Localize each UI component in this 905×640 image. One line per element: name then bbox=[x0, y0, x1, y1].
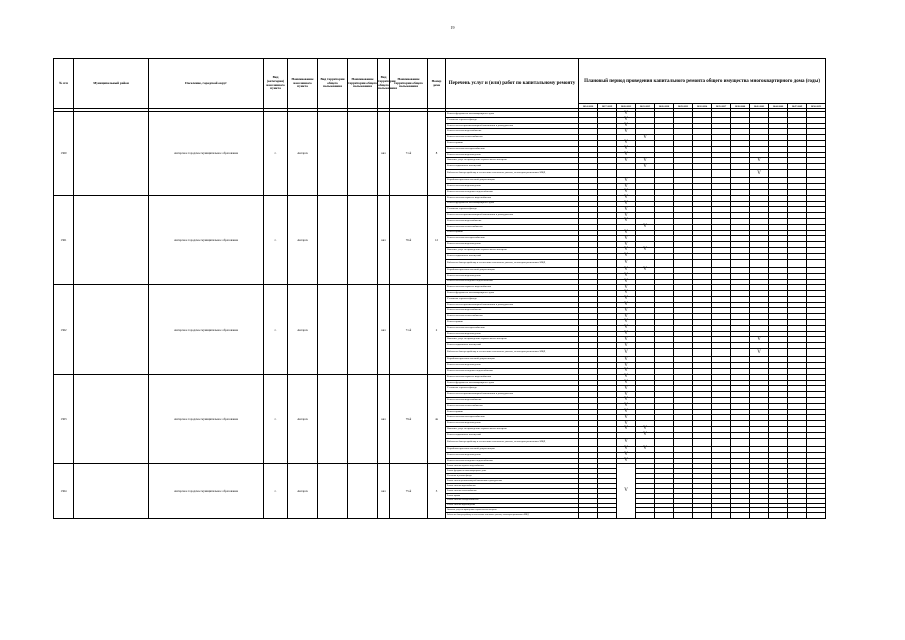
plan-mark-cell bbox=[807, 438, 826, 446]
work-name: Ремонт фундамента многоквартирного дома bbox=[446, 112, 579, 118]
plan-mark-cell bbox=[750, 169, 769, 177]
house-object_name: 71-й bbox=[390, 112, 428, 196]
work-name: Ремонт системы электроснабжения bbox=[446, 498, 579, 503]
work-name: Ремонт системы теплоснабжения bbox=[446, 314, 579, 320]
plan-mark-cell bbox=[807, 169, 826, 177]
col-locality-type: Вид (категория) населенного пункта bbox=[264, 59, 288, 109]
year-header-0: 2014-2016 bbox=[579, 104, 598, 109]
work-name: Ремонт крыши bbox=[446, 320, 579, 326]
plan-mark-cell bbox=[788, 349, 807, 357]
year-header-1: 2017-2019 bbox=[598, 104, 617, 109]
work-name: Ремонт системы горячего водоснабжения bbox=[446, 374, 579, 380]
plan-mark: V bbox=[624, 111, 628, 117]
plan-mark-cell bbox=[693, 169, 712, 177]
plan-mark: V bbox=[624, 151, 628, 157]
year-header-11: 2047-2049 bbox=[788, 104, 807, 109]
plan-mark-cell bbox=[617, 169, 636, 177]
plan-mark-cell bbox=[636, 259, 655, 267]
house-street-name bbox=[348, 285, 378, 375]
house-district bbox=[74, 195, 149, 285]
house-street_type bbox=[318, 374, 348, 464]
plan-mark-cell bbox=[579, 349, 598, 357]
plan-mark: V bbox=[624, 403, 628, 409]
work-name: Ремонт системы холодного водоснабжения bbox=[446, 279, 579, 285]
plan-mark: V bbox=[624, 307, 628, 313]
house-locality_name: Ангарск bbox=[288, 374, 318, 464]
plan-mark-cell bbox=[674, 259, 693, 267]
year-header-2: 2020-2022 bbox=[617, 104, 636, 109]
plan-mark: V bbox=[643, 163, 647, 169]
plan-mark-cell bbox=[674, 349, 693, 357]
work-name: Ремонт системы водоотведения bbox=[446, 152, 579, 158]
house-object_name: 75-й bbox=[390, 464, 428, 518]
house-no: 1362 bbox=[54, 285, 74, 375]
schedule-table bbox=[53, 58, 826, 519]
house-district bbox=[74, 464, 149, 518]
plan-mark: V bbox=[624, 229, 628, 235]
work-name: Ремонт системы водоснабжения bbox=[446, 129, 579, 135]
plan-mark: V bbox=[643, 432, 647, 438]
work-name: Работы по благоустройству и озеленению земельного участка, на котором расположен МКД bbox=[446, 349, 579, 357]
work-name: Ремонт систем противопожарной автоматики и дымоудаления bbox=[446, 479, 579, 484]
plan-mark: V bbox=[624, 200, 628, 206]
work-name: Ремонт фундамента многоквартирного дома bbox=[446, 201, 579, 207]
plan-mark: V bbox=[624, 325, 628, 331]
house-object_type: квл bbox=[378, 195, 390, 285]
plan-mark-cell bbox=[598, 259, 617, 267]
col-street-name: Наименование территории общего пользования bbox=[348, 59, 378, 109]
col-no: № п/п bbox=[54, 59, 74, 109]
plan-mark: V bbox=[624, 260, 628, 266]
plan-mark: V bbox=[757, 336, 761, 342]
plan-mark: V bbox=[624, 128, 628, 134]
work-name: Ремонт систем противопожарной автоматики и дымоудаления bbox=[446, 213, 579, 219]
plan-mark-cell bbox=[579, 169, 598, 177]
year-header-3: 2023-2025 bbox=[636, 104, 655, 109]
house-object_name: 76-й bbox=[390, 195, 428, 285]
year-header-7: 2035-2037 bbox=[712, 104, 731, 109]
plan-mark-cell bbox=[731, 169, 750, 177]
plan-mark-cell bbox=[769, 349, 788, 357]
house-street-name bbox=[348, 374, 378, 464]
col-works: Перечень услуг и (или) работ по капитальному ремонту bbox=[446, 59, 579, 109]
work-name: Работы по благоустройству и озеленению земельного участка, на котором расположен МКД bbox=[446, 259, 579, 267]
plan-mark: V bbox=[624, 296, 628, 302]
plan-mark-cell bbox=[655, 438, 674, 446]
plan-mark-cell bbox=[788, 259, 807, 267]
plan-mark-cell bbox=[674, 513, 693, 519]
house-house_no: 4а bbox=[428, 374, 446, 464]
plan-mark: V bbox=[624, 488, 628, 494]
plan-mark: V bbox=[624, 212, 628, 218]
work-name: Ремонт системы водоотведения bbox=[446, 452, 579, 458]
plan-mark-cell bbox=[769, 169, 788, 177]
plan-mark: V bbox=[624, 302, 628, 308]
work-name: Ремонт системы водоотведения bbox=[446, 503, 579, 508]
work-name: Ремонт крыши bbox=[446, 409, 579, 415]
house-locality_type: г. bbox=[264, 195, 288, 285]
plan-mark-cell bbox=[598, 513, 617, 519]
work-name: Ремонт системы электроснабжения bbox=[446, 415, 579, 421]
work-name: Разработка проектно-сметной документации bbox=[446, 267, 579, 273]
house-settlement: Ангарское городское муниципальное образование bbox=[149, 285, 264, 375]
house-object_type: квл bbox=[378, 112, 390, 196]
col-settlement: Поселение, городской округ bbox=[149, 59, 264, 109]
work-name: Ремонт системы водоотведения bbox=[446, 242, 579, 248]
plan-mark-cell bbox=[655, 513, 674, 519]
year-header-9: 2041-2043 bbox=[750, 104, 769, 109]
plan-mark: V bbox=[624, 195, 628, 201]
plan-mark-cell bbox=[712, 349, 731, 357]
col-house-no: Номер дома bbox=[428, 59, 446, 109]
plan-mark: V bbox=[624, 446, 628, 452]
work-name: Ремонт системы электроснабжения bbox=[446, 325, 579, 331]
plan-mark: V bbox=[624, 397, 628, 403]
plan-mark-cell bbox=[674, 438, 693, 446]
plan-mark-cell bbox=[655, 349, 674, 357]
house-district bbox=[74, 374, 149, 464]
work-name: Разработка проектно-сметной документации bbox=[446, 357, 579, 363]
house-no: 1364 bbox=[54, 464, 74, 518]
plan-mark-cell bbox=[693, 349, 712, 357]
plan-mark-cell bbox=[750, 349, 769, 357]
plan-mark: V bbox=[624, 247, 628, 253]
work-name: Ремонт системы горячего водоснабжения bbox=[446, 464, 579, 469]
house-locality_type: г. bbox=[264, 464, 288, 518]
house-house_no: 8 bbox=[428, 112, 446, 196]
plan-mark: V bbox=[624, 146, 628, 152]
plan-mark: V bbox=[624, 235, 628, 241]
house-no: 1361 bbox=[54, 195, 74, 285]
house-settlement: Ангарское городское муниципальное образование bbox=[149, 374, 264, 464]
plan-mark: V bbox=[624, 331, 628, 337]
house-street_type bbox=[318, 285, 348, 375]
work-name: Ремонт систем противопожарной автоматики и дымоудаления bbox=[446, 123, 579, 129]
page-number: 19 bbox=[450, 25, 455, 30]
plan-mark-cell bbox=[617, 438, 636, 446]
plan-mark-cell bbox=[579, 259, 598, 267]
plan-mark-cell bbox=[731, 259, 750, 267]
house-no: 1363 bbox=[54, 374, 74, 464]
plan-mark: V bbox=[624, 391, 628, 397]
house-locality_type: г. bbox=[264, 112, 288, 196]
plan-mark-cell bbox=[712, 513, 731, 519]
house-no: 1360 bbox=[54, 112, 74, 196]
house-street-name bbox=[348, 195, 378, 285]
plan-mark: V bbox=[757, 170, 761, 176]
plan-mark: V bbox=[624, 284, 628, 290]
col-plan-period: Плановый период проведения капитального ремонта общего имущества многоквартирного дома (годы) bbox=[579, 59, 826, 104]
house-street_type bbox=[318, 464, 348, 518]
plan-mark-cell bbox=[731, 513, 750, 519]
plan-mark: V bbox=[624, 368, 628, 374]
plan-mark: V bbox=[624, 452, 628, 458]
work-name: Утепление и ремонт фасада bbox=[446, 117, 579, 123]
col-locality-name: Наименование населенного пункта bbox=[288, 59, 318, 109]
plan-mark: V bbox=[624, 189, 628, 195]
schedule-body bbox=[54, 112, 826, 519]
plan-mark-cell bbox=[693, 513, 712, 519]
plan-mark-cell bbox=[636, 349, 655, 357]
house-street-name bbox=[348, 112, 378, 196]
work-name: Оказание услуг по проведению строительного контроля bbox=[446, 247, 579, 253]
plan-mark: V bbox=[624, 414, 628, 420]
house-house_no: 2 bbox=[428, 285, 446, 375]
plan-mark: V bbox=[624, 241, 628, 247]
plan-mark: V bbox=[624, 336, 628, 342]
work-name: Работы по благоустройству и озеленению земельного участка, на котором расположен МКД bbox=[446, 169, 579, 177]
plan-mark: V bbox=[624, 385, 628, 391]
house-street_type bbox=[318, 195, 348, 285]
plan-mark-cell bbox=[617, 349, 636, 357]
year-header-4: 2026-2028 bbox=[655, 104, 674, 109]
work-name: Ремонт систем противопожарной автоматики и дымоудаления bbox=[446, 302, 579, 308]
work-name: Оказание услуг по проведению строительного контроля bbox=[446, 337, 579, 343]
plan-mark: V bbox=[643, 157, 647, 163]
house-object_type: квл bbox=[378, 285, 390, 375]
plan-mark: V bbox=[643, 134, 647, 140]
work-name: Ремонт фундамента многоквартирного дома bbox=[446, 291, 579, 297]
plan-mark-cell bbox=[750, 513, 769, 519]
plan-mark: V bbox=[624, 140, 628, 146]
plan-mark-cell bbox=[655, 169, 674, 177]
work-name: Ремонт подвальных помещений bbox=[446, 432, 579, 438]
col-object-name: Наименование территории общего пользования bbox=[390, 59, 428, 109]
plan-mark-cell bbox=[788, 169, 807, 177]
plan-mark-cell bbox=[617, 259, 636, 267]
work-name: Ремонт системы теплоснабжения bbox=[446, 224, 579, 230]
work-name: Ремонт системы водоснабжения bbox=[446, 308, 579, 314]
plan-mark-cell bbox=[617, 464, 636, 518]
work-name: Ремонт системы водоснабжения bbox=[446, 398, 579, 404]
plan-mark: V bbox=[643, 426, 647, 432]
year-header-5: 2029-2031 bbox=[674, 104, 693, 109]
house-locality_name: Ангарск bbox=[288, 285, 318, 375]
plan-mark-cell bbox=[693, 259, 712, 267]
col-district: Муниципальный район bbox=[74, 59, 149, 109]
work-name: Разработка проектно-сметной документации bbox=[446, 178, 579, 184]
work-name: Ремонт фундамента многоквартирного дома bbox=[446, 380, 579, 386]
work-name: Ремонт системы теплоснабжения bbox=[446, 135, 579, 141]
plan-mark-cell bbox=[712, 259, 731, 267]
plan-mark: V bbox=[757, 349, 761, 355]
work-name: Работы по благоустройству и озеленению земельного участка, на котором расположен МКД bbox=[446, 513, 579, 519]
plan-mark: V bbox=[757, 157, 761, 163]
plan-mark: V bbox=[624, 319, 628, 325]
plan-mark-cell bbox=[807, 513, 826, 519]
work-name: Оказание услуг по проведению строительного контроля bbox=[446, 508, 579, 513]
work-name: Оказание услуг по проведению строительного контроля bbox=[446, 158, 579, 164]
work-name: Работы по благоустройству и озеленению земельного участка, на котором расположен МКД bbox=[446, 438, 579, 446]
plan-mark: V bbox=[624, 157, 628, 163]
plan-mark-cell bbox=[598, 169, 617, 177]
plan-mark: V bbox=[624, 183, 628, 189]
work-name: Ремонт системы теплоснабжения bbox=[446, 488, 579, 493]
work-name: Ремонт системы водоотведения bbox=[446, 331, 579, 337]
house-locality_type: г. bbox=[264, 285, 288, 375]
plan-mark-cell bbox=[598, 438, 617, 446]
work-name: Ремонт системы горячего водоснабжения bbox=[446, 285, 579, 291]
house-settlement: Ангарское городское муниципальное образование bbox=[149, 112, 264, 196]
plan-mark-cell bbox=[636, 169, 655, 177]
plan-mark: V bbox=[624, 253, 628, 259]
work-name: Ремонт системы холодного водоснабжения bbox=[446, 369, 579, 375]
work-name: Ремонт подвальных помещений bbox=[446, 253, 579, 259]
work-name: Ремонт системы водоотведения bbox=[446, 421, 579, 427]
year-header-6: 2032-2034 bbox=[693, 104, 712, 109]
plan-mark: V bbox=[643, 247, 647, 253]
house-object_name: 79-й bbox=[390, 374, 428, 464]
work-name: Разработка проектно-сметной документации bbox=[446, 447, 579, 453]
house-district bbox=[74, 285, 149, 375]
work-name: Ремонт крыши bbox=[446, 230, 579, 236]
plan-mark-cell bbox=[636, 438, 655, 446]
house-settlement: Ангарское городское муниципальное образование bbox=[149, 195, 264, 285]
plan-mark-cell bbox=[788, 513, 807, 519]
plan-mark: V bbox=[624, 374, 628, 380]
capital-repair-schedule bbox=[53, 58, 823, 519]
plan-mark-cell bbox=[674, 169, 693, 177]
plan-mark: V bbox=[624, 439, 628, 445]
work-name: Утепление и ремонт фасада bbox=[446, 386, 579, 392]
work-name: Ремонт системы водоотведения bbox=[446, 363, 579, 369]
year-header-10: 2044-2046 bbox=[769, 104, 788, 109]
plan-mark-cell bbox=[655, 259, 674, 267]
work-name: Ремонт крыши bbox=[446, 493, 579, 498]
work-name: Ремонт системы водоотведения bbox=[446, 273, 579, 279]
plan-mark: V bbox=[624, 122, 628, 128]
plan-mark-cell bbox=[769, 259, 788, 267]
work-name: Ремонт системы холодного водоснабжения bbox=[446, 189, 579, 195]
house-object_name: 71-й bbox=[390, 285, 428, 375]
plan-mark: V bbox=[624, 409, 628, 415]
plan-mark-cell bbox=[693, 438, 712, 446]
plan-mark: V bbox=[624, 356, 628, 362]
plan-mark-cell bbox=[807, 259, 826, 267]
plan-mark: V bbox=[643, 267, 647, 273]
plan-mark-cell bbox=[750, 438, 769, 446]
plan-mark-cell bbox=[750, 259, 769, 267]
plan-mark-cell bbox=[712, 169, 731, 177]
plan-mark: V bbox=[624, 273, 628, 279]
work-name: Ремонт системы водоснабжения bbox=[446, 218, 579, 224]
plan-mark: V bbox=[624, 290, 628, 296]
house-district bbox=[74, 112, 149, 196]
plan-mark: V bbox=[624, 218, 628, 224]
plan-mark-cell bbox=[712, 438, 731, 446]
plan-mark: V bbox=[624, 267, 628, 273]
work-name: Ремонт системы водоснабжения bbox=[446, 483, 579, 488]
col-street-type: Вид территории общего пользования bbox=[318, 59, 348, 109]
house-object_type: квл bbox=[378, 464, 390, 518]
plan-mark: V bbox=[624, 313, 628, 319]
plan-mark-cell bbox=[769, 438, 788, 446]
work-name: Ремонт фундамента многоквартирного дома bbox=[446, 469, 579, 474]
house-locality_name: Ангарск bbox=[288, 112, 318, 196]
work-name: Ремонт подвальных помещений bbox=[446, 164, 579, 170]
plan-mark-cell bbox=[769, 513, 788, 519]
plan-mark: V bbox=[624, 362, 628, 368]
work-name: Ремонт системы электроснабжения bbox=[446, 146, 579, 152]
year-header-12: 2050-2052 bbox=[807, 104, 826, 109]
work-name: Ремонт системы электроснабжения bbox=[446, 236, 579, 242]
house-settlement: Ангарское городское муниципальное образование bbox=[149, 464, 264, 518]
work-name: Ремонт систем противопожарной автоматики и дымоудаления bbox=[446, 392, 579, 398]
plan-mark-cell bbox=[636, 513, 655, 519]
year-header-8: 2038-2040 bbox=[731, 104, 750, 109]
work-name: Утепление и ремонт фасада bbox=[446, 474, 579, 479]
house-street-name bbox=[348, 464, 378, 518]
work-name: Оказание услуг по проведению строительного контроля bbox=[446, 427, 579, 433]
plan-mark: V bbox=[624, 349, 628, 355]
plan-mark: V bbox=[624, 117, 628, 123]
house-street_type bbox=[318, 112, 348, 196]
plan-mark: V bbox=[624, 426, 628, 432]
work-name: Ремонт системы теплоснабжения bbox=[446, 403, 579, 409]
house-house_no: 12 bbox=[428, 195, 446, 285]
plan-mark: V bbox=[643, 446, 647, 452]
plan-mark: V bbox=[624, 342, 628, 348]
plan-mark-cell bbox=[579, 513, 598, 519]
plan-mark-cell bbox=[731, 438, 750, 446]
work-name: Ремонт системы холодного водоснабжения bbox=[446, 458, 579, 464]
house-locality_name: Ангарск bbox=[288, 195, 318, 285]
plan-mark: V bbox=[624, 420, 628, 426]
plan-mark-cell bbox=[598, 349, 617, 357]
plan-mark: V bbox=[624, 380, 628, 386]
house-house_no: 3 bbox=[428, 464, 446, 518]
col-object-type: Вид территории общего пользования bbox=[378, 59, 390, 109]
work-name: Утепление и ремонт фасада bbox=[446, 296, 579, 302]
plan-mark: V bbox=[624, 278, 628, 284]
house-locality_name: Ангарск bbox=[288, 464, 318, 518]
plan-mark: V bbox=[643, 224, 647, 230]
plan-mark-cell bbox=[788, 438, 807, 446]
plan-mark: V bbox=[624, 457, 628, 463]
plan-mark: V bbox=[624, 177, 628, 183]
house-locality_type: г. bbox=[264, 374, 288, 464]
plan-mark-cell bbox=[731, 349, 750, 357]
work-name: Ремонт системы водоотведения bbox=[446, 184, 579, 190]
plan-mark-cell bbox=[579, 438, 598, 446]
plan-mark-cell bbox=[807, 349, 826, 357]
work-name: Ремонт крыши bbox=[446, 140, 579, 146]
house-object_type: квл bbox=[378, 374, 390, 464]
work-name: Ремонт подвальных помещений bbox=[446, 343, 579, 349]
plan-mark: V bbox=[624, 206, 628, 212]
work-name: Утепление и ремонт фасада bbox=[446, 207, 579, 213]
work-name: Ремонт системы горячего водоснабжения bbox=[446, 195, 579, 201]
